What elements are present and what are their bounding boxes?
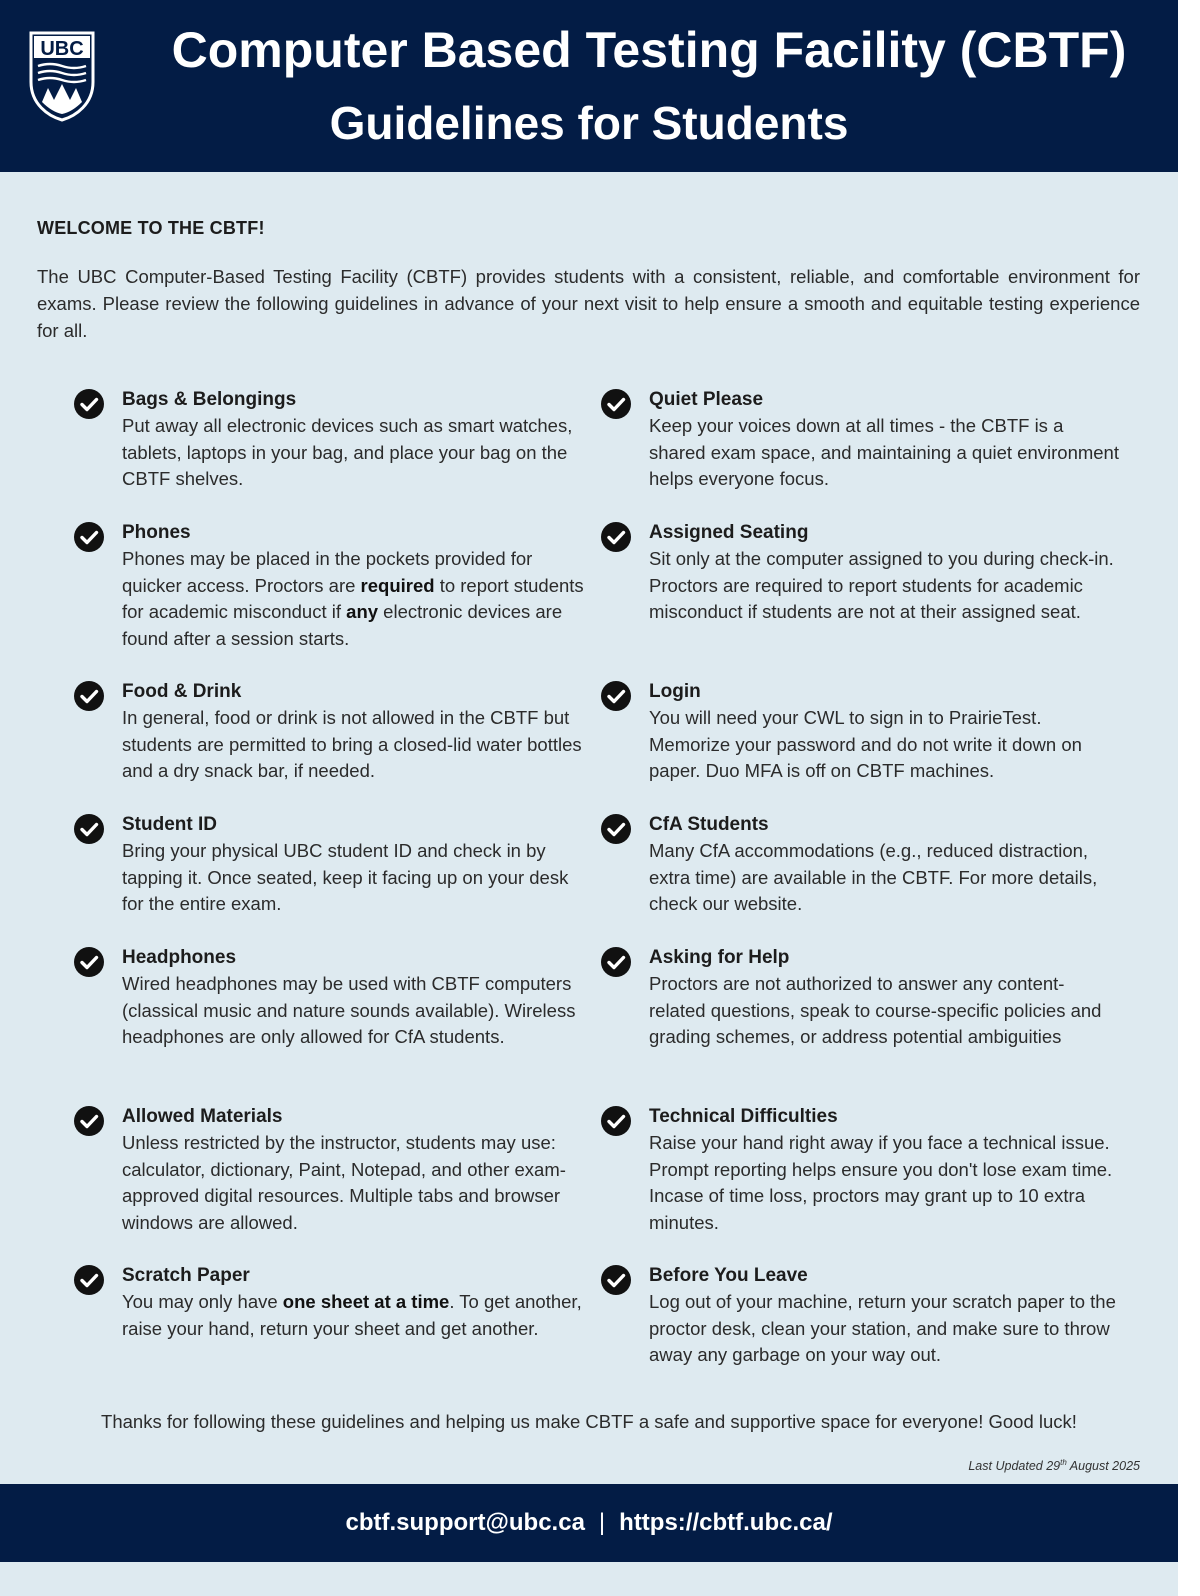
website-link[interactable]: https://cbtf.ubc.ca/	[619, 1509, 833, 1536]
last-updated-sup: th	[1060, 1458, 1067, 1467]
checkmark-icon	[73, 521, 105, 553]
body-text: You may only have	[122, 1291, 283, 1312]
footer-contact	[0, 1484, 1178, 1562]
body-text: to report students for academic misconduct if	[122, 574, 584, 622]
checkmark-icon	[73, 813, 105, 845]
guideline-body: Log out of your machine, return your scratch paper to the proctor desk, clean your station, and make sure to throw away any garbage on your way out.	[649, 1291, 1116, 1365]
guideline-body: Keep your voices down at all times - the CBTF is a shared exam space, and maintaining a quiet environment helps everyone focus.	[649, 415, 1119, 489]
emphasis-text: any	[346, 601, 379, 622]
footer-separator: |	[598, 1509, 606, 1536]
guideline-title: Phones	[122, 522, 191, 543]
guideline-title: Asking for Help	[649, 947, 790, 968]
emphasis-text: required	[360, 574, 435, 596]
guideline-body: Put away all electronic devices such as smart watches, tablets, laptops in your bag, and place your bag on the CBTF shelves.	[122, 415, 573, 489]
header-banner	[0, 0, 1178, 172]
checkmark-icon	[73, 1105, 105, 1137]
guideline-title: CfA Students	[649, 814, 769, 835]
last-updated-suffix: August 2025	[1066, 1459, 1140, 1474]
checkmark-icon	[600, 813, 632, 845]
emphasis-text: one sheet at a time	[282, 1291, 450, 1312]
guideline-body: Unless restricted by the instructor, students may use: calculator, dictionary, Paint, Notepad, and other exam-approved digital resources. Multiple tabs and browser windows are allowed.	[122, 1132, 566, 1233]
checkmark-icon	[600, 946, 632, 978]
checkmark-icon	[600, 1105, 632, 1137]
guideline-body: You will need your CWL to sign in to PrairieTest. Memorize your password and do not write it down on paper. Duo MFA is off on CBTF machines.	[649, 707, 1082, 781]
guideline-title: Scratch Paper	[122, 1265, 250, 1286]
guideline-body	[122, 546, 592, 652]
guideline-title: Quiet Please	[649, 389, 764, 410]
guideline-body: Proctors are not authorized to answer any content-related questions, speak to course-specific policies and grading schemes, or address potential ambiguities	[649, 973, 1102, 1047]
page-title: Computer Based Testing Facility (CBTF)	[171, 22, 1127, 78]
checkmark-icon	[600, 521, 632, 553]
welcome-heading: WELCOME TO THE CBTF!	[37, 218, 265, 238]
guideline-body: Wired headphones may be used with CBTF computers (classical music and nature sounds available). Wireless headphones are only allowed for CfA students.	[122, 973, 576, 1047]
body-text: . To get another, raise your hand, return your sheet and get another.	[122, 1291, 582, 1339]
closing-message: Thanks for following these guidelines and helping us make CBTF a safe and supportive space for everyone! Good luck!	[101, 1411, 1077, 1432]
guideline-body: Sit only at the computer assigned to you during check-in. Proctors are required to report students for academic misconduct if students are not at their assigned seat.	[649, 548, 1114, 622]
guideline-body: Many CfA accommodations (e.g., reduced distraction, extra time) are available in the CBTF. For more details, check our website.	[649, 840, 1098, 914]
checkmark-icon	[600, 1264, 632, 1296]
checkmark-icon	[600, 680, 632, 712]
guideline-title: Login	[649, 681, 701, 702]
intro-paragraph: The UBC Computer-Based Testing Facility (CBTF) provides students with a consistent, reliable, and comfortable environment for exams. Please review the following guidelines in advance of your next visit to help ensure a smooth and equitable testing experience for all.	[37, 266, 1140, 341]
last-updated	[968, 1458, 1140, 1473]
support-email[interactable]: cbtf.support@ubc.ca	[345, 1509, 585, 1536]
footer-banner	[0, 1484, 1178, 1562]
guideline-title: Bags & Belongings	[122, 389, 297, 410]
checkmark-icon	[73, 1264, 105, 1296]
checkmark-icon	[73, 946, 105, 978]
subtitle-text: Guidelines for Students	[329, 97, 849, 149]
body-text: Phones may be placed in the pockets provided for quicker access. Proctors are	[122, 548, 533, 596]
guideline-title: Technical Difficulties	[649, 1106, 838, 1127]
last-updated-prefix: Last Updated 29	[968, 1459, 1061, 1474]
guideline-body: Bring your physical UBC student ID and check in by tapping it. Once seated, keep it facing up on your desk for the entire exam.	[122, 840, 569, 914]
page-subtitle	[0, 95, 1178, 151]
logo-text: UBC	[40, 38, 84, 60]
guideline-title: Before You Leave	[649, 1265, 808, 1286]
guideline-title: Student ID	[122, 814, 217, 835]
guideline-title: Allowed Materials	[122, 1106, 283, 1127]
checkmark-icon	[73, 680, 105, 712]
checkmark-icon	[73, 388, 105, 420]
guideline-title: Assigned Seating	[649, 522, 809, 543]
guideline-title: Headphones	[122, 947, 237, 968]
guideline-body: In general, food or drink is not allowed in the CBTF but students are permitted to bring a closed-lid water bottles and a dry snack bar, if needed.	[122, 707, 582, 781]
guideline-body	[122, 1289, 592, 1342]
checkmark-icon	[600, 388, 632, 420]
guideline-title: Food & Drink	[122, 681, 242, 702]
guideline-body: Raise your hand right away if you face a technical issue. Prompt reporting helps ensure you don't lose exam time. Incase of time loss, proctors may grant up to 10 extra minutes.	[649, 1132, 1113, 1233]
body-text: electronic devices are found after a session starts.	[122, 601, 563, 649]
